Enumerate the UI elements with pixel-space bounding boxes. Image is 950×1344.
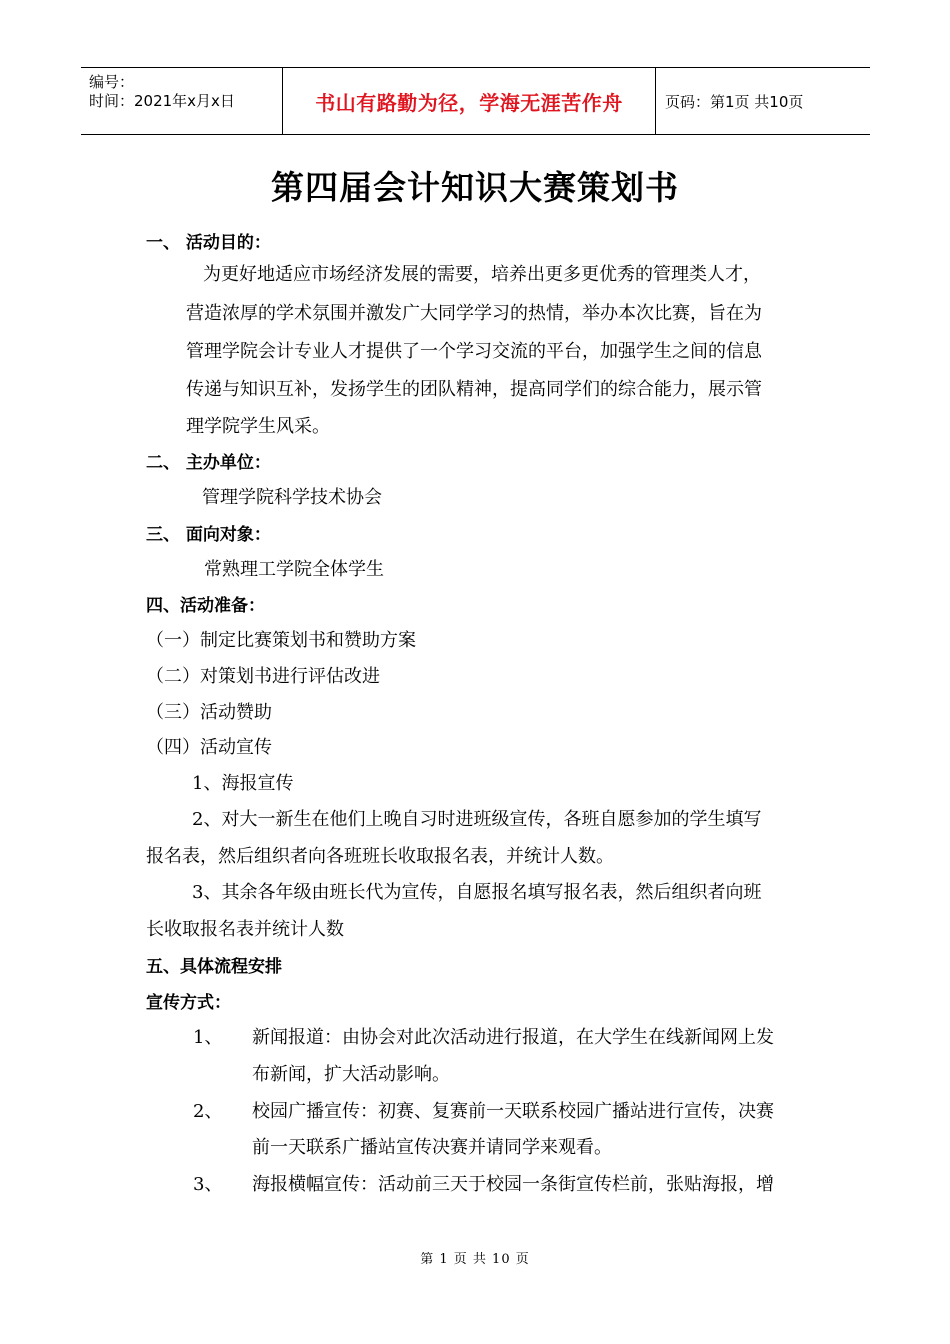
promo-line: 海报横幅宣传：活动前三天于校园一条街宣传栏前，张贴海报，增 <box>252 1174 774 1195</box>
paragraph-line: 理学院学生风采。 <box>186 416 330 437</box>
header-motto: 书山有路勤为径，学海无涯苦作舟 <box>315 90 623 115</box>
sub-item: 2、对大一新生在他们上晚自习时进班级宣传，各班自愿参加的学生填写 <box>192 809 762 830</box>
section-3-heading: 三、 面向对象： <box>146 525 271 545</box>
sub-item: 报名表，然后组织者向各班班长收取报名表，并统计人数。 <box>146 846 614 867</box>
promo-number: 2、 <box>193 1101 223 1122</box>
list-item: （二）对策划书进行评估改进 <box>146 666 380 687</box>
list-item: （三）活动赞助 <box>146 702 272 723</box>
header-number: 编号： <box>89 73 135 91</box>
sub-item: 1、海报宣传 <box>192 773 294 794</box>
document-title: 第四届会计知识大赛策划书 <box>271 168 679 207</box>
section-1-heading: 一、 活动目的： <box>146 233 271 253</box>
promo-heading: 宣传方式： <box>146 993 231 1013</box>
paragraph-line: 为更好地适应市场经济发展的需要，培养出更多更优秀的管理类人才， <box>203 264 761 285</box>
promo-line: 校园广播宣传：初赛、复赛前一天联系校园广播站进行宣传，决赛 <box>252 1101 774 1122</box>
paragraph-line: 管理学院会计专业人才提供了一个学习交流的平台，加强学生之间的信息 <box>186 341 762 362</box>
sub-item: 长收取报名表并统计人数 <box>146 919 344 940</box>
sub-item: 3、其余各年级由班长代为宣传，自愿报名填写报名表，然后组织者向班 <box>192 882 762 903</box>
section-5-heading: 五、具体流程安排 <box>146 957 282 977</box>
organizer-text: 管理学院科学技术协会 <box>202 487 382 508</box>
paragraph-line: 营造浓厚的学术氛围并激发广大同学学习的热情，举办本次比赛，旨在为 <box>186 303 762 324</box>
header-date: 时间：2021年x月x日 <box>89 92 235 110</box>
header-table <box>81 67 870 135</box>
promo-number: 1、 <box>193 1027 223 1048</box>
promo-line: 新闻报道：由协会对此次活动进行报道，在大学生在线新闻网上发 <box>252 1027 774 1048</box>
list-item: （四）活动宣传 <box>146 737 272 758</box>
header-left-cell <box>81 68 282 134</box>
promo-line: 布新闻，扩大活动影响。 <box>252 1064 450 1085</box>
promo-line: 前一天联系广播站宣传决赛并请同学来观看。 <box>252 1137 612 1158</box>
paragraph-line: 传递与知识互补，发扬学生的团队精神，提高同学们的综合能力，展示管 <box>186 379 762 400</box>
header-motto-cell <box>282 68 656 134</box>
list-item: （一）制定比赛策划书和赞助方案 <box>146 630 416 651</box>
audience-text: 常熟理工学院全体学生 <box>204 559 384 580</box>
section-4-heading: 四、活动准备： <box>146 596 265 616</box>
header-page-info: 页码：第1页 共10页 <box>665 92 804 111</box>
promo-number: 3、 <box>193 1174 223 1195</box>
section-2-heading: 二、 主办单位： <box>146 453 271 473</box>
page-footer: 第 1 页 共 10 页 <box>420 1252 530 1267</box>
